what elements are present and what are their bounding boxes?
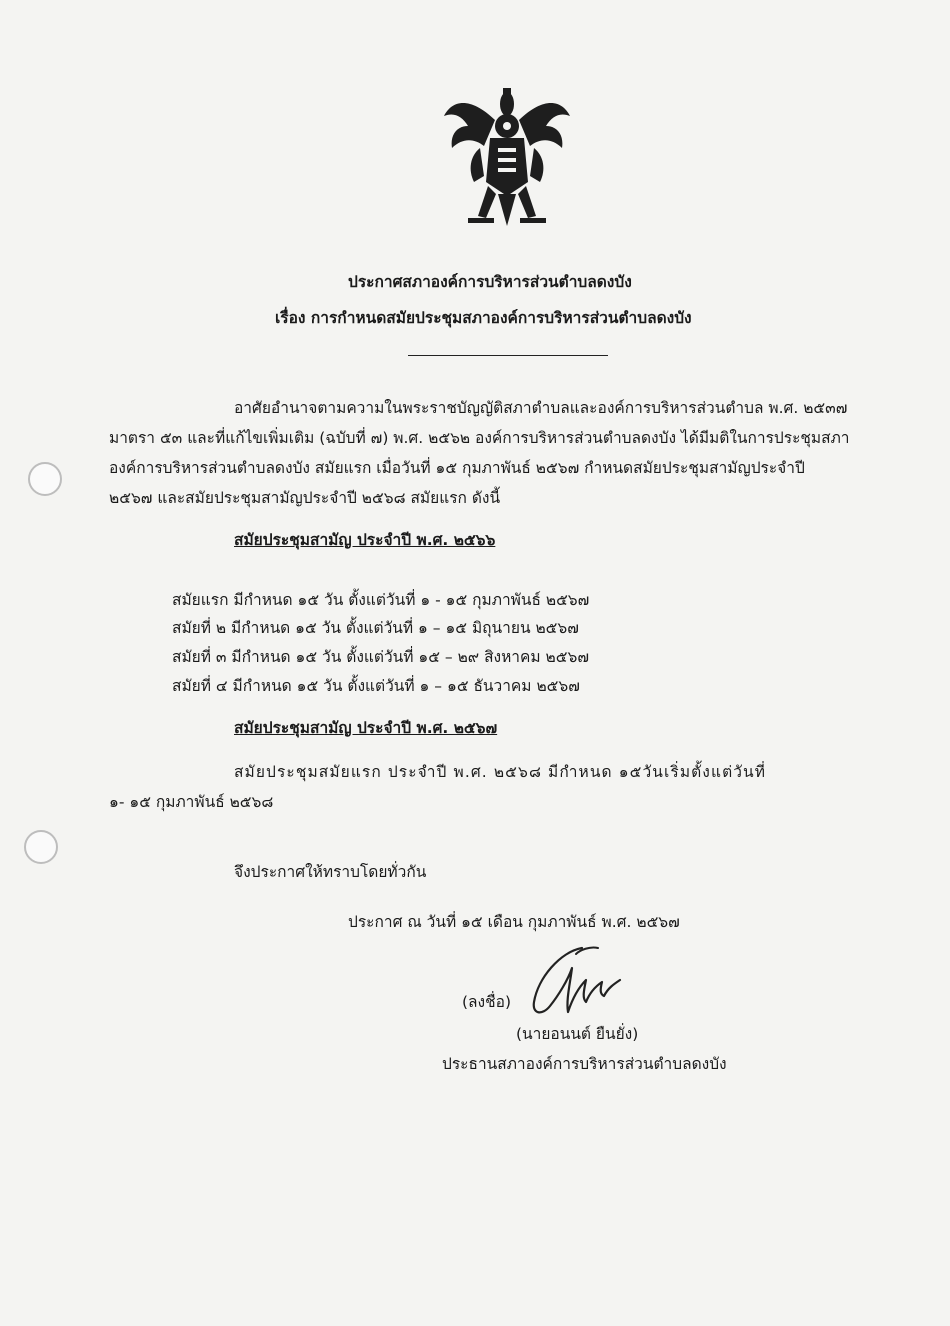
intro-line-1: อาศัยอำนาจตามความในพระราชบัญญัติสภาตำบลและองค์การบริหารส่วนตำบล พ.ศ. ๒๕๓๗ [234, 399, 848, 417]
punch-hole-top [28, 462, 62, 496]
signatory-name: (นายอนนต์ ยืนยั่ง) [516, 1025, 639, 1043]
intro-line-4: ๒๕๖๗ และสมัยประชุมสามัญประจำปี ๒๕๖๘ สมัยแรก ดังนี้ [109, 489, 501, 507]
section2-line-2: ๑- ๑๕ กุมภาพันธ์ ๒๕๖๘ [109, 793, 274, 811]
signatory-position: ประธานสภาองค์การบริหารส่วนตำบลดงบัง [442, 1055, 727, 1073]
section2-heading: สมัยประชุมสามัญ ประจำปี พ.ศ. ๒๕๖๗ [234, 719, 498, 737]
signed-label: (ลงชื่อ) [462, 993, 511, 1011]
punch-hole-bottom [24, 830, 58, 864]
session-row-4: สมัยที่ ๔ มีกำหนด ๑๕ วัน ตั้งแต่วันที่ ๑ – ๑๕ ธันวาคม ๒๕๖๗ [172, 677, 580, 695]
intro-line-2: มาตรา ๕๓ และที่แก้ไขเพิ่มเติม (ฉบับที่ ๗) พ.ศ. ๒๕๖๒ องค์การบริหารส่วนตำบลดงบัง ได้มีมติในการประชุมสภา [109, 429, 850, 447]
title-divider [408, 355, 608, 356]
section1-heading: สมัยประชุมสามัญ ประจำปี พ.ศ. ๒๕๖๖ [234, 531, 496, 549]
session-row-3: สมัยที่ ๓ มีกำหนด ๑๕ วัน ตั้งแต่วันที่ ๑๕ – ๒๙ สิงหาคม ๒๕๖๗ [172, 648, 589, 666]
signature-icon [520, 940, 630, 1030]
announcement-subject: เรื่อง การกำหนดสมัยประชุมสภาองค์การบริหารส่วนตำบลดงบัง [275, 309, 692, 327]
session-row-2: สมัยที่ ๒ มีกำหนด ๑๕ วัน ตั้งแต่วันที่ ๑ – ๑๕ มิถุนายน ๒๕๖๗ [172, 619, 579, 637]
announcement-title: ประกาศสภาองค์การบริหารส่วนตำบลดงบัง [348, 273, 632, 291]
section2-line-1: สมัยประชุมสมัยแรก ประจำปี พ.ศ. ๒๕๖๘ มีกำหนด ๑๕วันเริ่มตั้งแต่วันที่ [234, 763, 767, 781]
intro-line-3: องค์การบริหารส่วนตำบลดงบัง สมัยแรก เมื่อวันที่ ๑๕ กุมภาพันธ์ ๒๕๖๗ กำหนดสมัยประชุมสามัญประจำปี [109, 459, 805, 477]
garuda-emblem-icon [440, 86, 574, 232]
session-row-1: สมัยแรก มีกำหนด ๑๕ วัน ตั้งแต่วันที่ ๑ - ๑๕ กุมภาพันธ์ ๒๕๖๗ [172, 591, 590, 609]
announce-date: ประกาศ ณ วันที่ ๑๕ เดือน กุมภาพันธ์ พ.ศ. ๒๕๖๗ [348, 913, 680, 931]
announce-line: จึงประกาศให้ทราบโดยทั่วกัน [234, 863, 427, 881]
